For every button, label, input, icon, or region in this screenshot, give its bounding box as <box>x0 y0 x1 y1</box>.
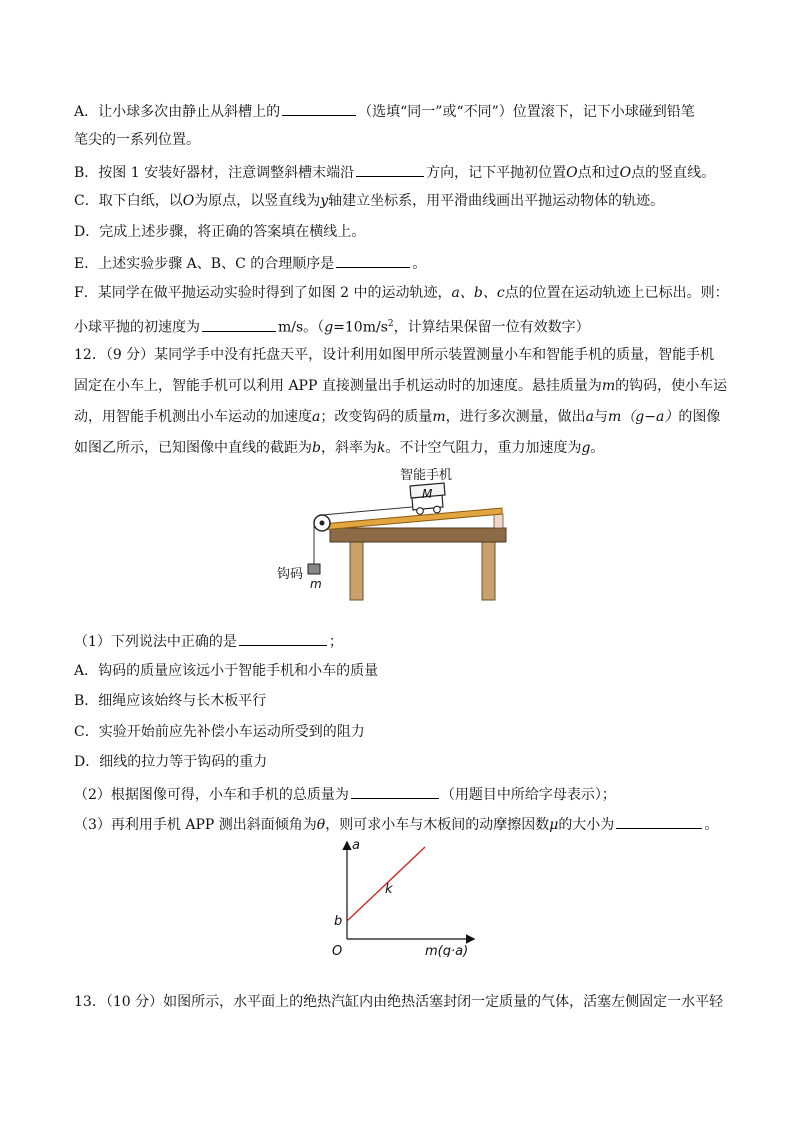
q12-text-4e: 。 <box>590 440 605 456</box>
graph-figure <box>325 835 485 957</box>
var-y: y <box>320 193 329 209</box>
subq-1-text: （1）下列说法中正确的是 <box>74 634 237 650</box>
subq-2-text: （2）根据图像可得，小车和手机的总质量为 <box>74 787 349 803</box>
var-mu: μ <box>549 817 559 833</box>
var-theta: θ <box>316 817 326 833</box>
option-d-text: D．细线的拉力等于钩码的重力 <box>74 754 268 770</box>
table-leg-left <box>350 542 363 600</box>
option-a-text: A．钩码的质量应该远小于智能手机和小车的质量 <box>74 663 379 679</box>
step-c-text-2: 为原点，以竖直线为 <box>194 193 321 209</box>
step-f-cont <box>74 314 734 338</box>
subq-3 <box>74 813 734 835</box>
answer-blank-s2[interactable] <box>351 783 439 799</box>
var-m: m <box>601 378 616 394</box>
answer-blank-b[interactable] <box>356 161 424 177</box>
mass-label: m <box>310 577 322 591</box>
table-top <box>330 528 506 542</box>
step-f-eq: =10m/s <box>333 319 388 336</box>
subq-3-text-4: 。 <box>704 817 719 833</box>
step-b <box>74 161 734 183</box>
var-a: a <box>312 409 321 425</box>
expr-mga: m（g−a） <box>608 409 679 425</box>
answer-blank-e[interactable] <box>336 252 410 268</box>
var-a-2: a <box>585 409 594 425</box>
support-block <box>494 514 503 528</box>
table-leg-right <box>482 542 495 600</box>
cart-wheel-left <box>417 508 424 515</box>
intercept-label: b <box>334 914 343 929</box>
var-g-2: g <box>581 440 591 456</box>
step-e-text: E．上述实验步骤 A、B、C 的合理顺序是 <box>74 256 335 272</box>
option-d <box>74 752 734 772</box>
q12-text-4a: 如图乙所示，已知图像中直线的截距为 <box>74 440 312 456</box>
step-f <box>74 283 734 303</box>
q12-line-2 <box>74 376 734 396</box>
answer-blank-f[interactable] <box>202 316 276 332</box>
step-f-text: F．某同学在做平抛运动实验时得到了如图 2 中的运动轨迹， <box>74 285 452 301</box>
q12-line-3 <box>74 407 734 427</box>
step-b-text-2: 方向，记下平抛初位置 <box>426 165 567 181</box>
q12-text-3b: ；改变钩码的质量 <box>320 409 433 425</box>
var-g: g <box>324 319 334 336</box>
step-f-cont-text: 小球平抛的初速度为 <box>74 319 200 336</box>
subq-2 <box>74 783 734 805</box>
step-c-text-3: 轴建立坐标系，用平滑曲线画出平抛运动物体的轨迹。 <box>328 193 665 209</box>
step-f-cont-text-2: ，计算结果保留一位有效数字） <box>393 319 590 336</box>
var-k: k <box>376 440 386 456</box>
var-m-2: m <box>432 409 446 425</box>
weight-icon <box>308 564 320 574</box>
step-a-cont <box>74 130 734 150</box>
q12-text-1: 12．（9 分）某同学手中没有托盘天平，设计利用如图甲所示装置测量小车和智能手机的质量，智能手机 <box>74 347 715 363</box>
var-b: b <box>312 440 321 456</box>
string-horizontal <box>322 507 412 515</box>
step-a-text-2: （选填“同一”或“不同”）位置滚下，记下小球碰到铅笔 <box>358 104 695 120</box>
step-c <box>74 191 734 211</box>
cart-wheel-right <box>434 506 441 513</box>
q12-text-3d: 与 <box>594 409 608 425</box>
q12-text-3e: 的图像 <box>678 409 721 425</box>
option-b <box>74 691 734 711</box>
q12-text-2b: 的钩码，使小车运 <box>615 378 728 394</box>
step-c-text: C．取下白纸，以 <box>74 193 183 209</box>
q12-text-2a: 固定在小车上，智能手机可以利用 APP 直接测量出手机运动时的加速度。悬挂质量为 <box>74 378 602 394</box>
step-d-text: D．完成上述步骤，将正确的答案填在横线上。 <box>74 224 366 240</box>
step-e <box>74 252 734 274</box>
weight-label: 钩码 <box>277 567 304 582</box>
origin-label: O <box>332 944 343 957</box>
y-axis-label: a <box>352 838 360 853</box>
q12-text-4d: 。不计空气阻力，重力加速度为 <box>385 440 582 456</box>
q13-line-1 <box>74 992 734 1012</box>
subq-1 <box>74 630 734 652</box>
inclined-board <box>322 508 502 530</box>
answer-blank-s1[interactable] <box>239 630 327 646</box>
step-f-unit: m/s。（ <box>278 319 325 336</box>
subq-3-text: （3）再利用手机 APP 测出斜面倾角为 <box>74 817 317 833</box>
option-a <box>74 661 734 681</box>
answer-blank-s3[interactable] <box>616 813 702 829</box>
subq-2-text-2: （用题目中所给字母表示）； <box>440 787 616 803</box>
subq-3-text-3: 的大小为 <box>558 817 615 833</box>
q12-line-4 <box>74 438 734 458</box>
subq-3-text-2: ，则可求小车与木板间的动摩擦因数 <box>325 817 550 833</box>
step-f-sup: 2 <box>387 319 394 329</box>
q13-text-1: 13．（10 分）如图所示，水平面上的绝热汽缸内由绝热活塞封闭一定质量的气体，活塞左侧固定一水平轻 <box>74 994 724 1010</box>
subq-1-text-2: ； <box>328 634 343 650</box>
q12-text-3a: 动，用智能手机测出小车运动的加速度 <box>74 409 312 425</box>
step-a-cont-text: 笔尖的一系列位置。 <box>74 132 200 148</box>
x-axis-label: m(g·a) <box>425 944 469 957</box>
apparatus-figure <box>260 468 520 608</box>
step-d <box>74 222 734 242</box>
step-a <box>74 100 734 122</box>
var-o: O <box>566 165 578 181</box>
pulley-axle <box>320 521 325 526</box>
step-b-text-4: 点的竖直线。 <box>631 165 716 181</box>
step-f-text-2: 点的位置在运动轨迹上已标出。则： <box>504 285 729 301</box>
step-b-text: B．按图 1 安装好器材，注意调整斜槽末端沿 <box>74 165 355 181</box>
option-b-text: B．细绳应该始终与长木板平行 <box>74 693 267 709</box>
cart-label: M <box>422 487 433 501</box>
slope-label: k <box>385 882 393 897</box>
var-o-3: O <box>182 193 195 209</box>
phone-label: 智能手机 <box>400 468 453 483</box>
q12-line-1 <box>74 345 734 365</box>
var-o-2: O <box>619 165 632 181</box>
step-a-text: A．让小球多次由静止从斜槽上的 <box>74 104 281 120</box>
q12-text-4c: ，斜率为 <box>320 440 377 456</box>
option-c-text: C．实验开始前应先补偿小车运动所受到的阻力 <box>74 724 365 740</box>
option-c <box>74 722 734 742</box>
var-abc: a、b、c <box>451 285 505 301</box>
step-b-text-3: 点和过 <box>577 165 620 181</box>
step-e-text-2: 。 <box>412 256 427 272</box>
answer-blank-a[interactable] <box>282 100 356 116</box>
q12-text-3c: ，进行多次测量，做出 <box>445 409 586 425</box>
